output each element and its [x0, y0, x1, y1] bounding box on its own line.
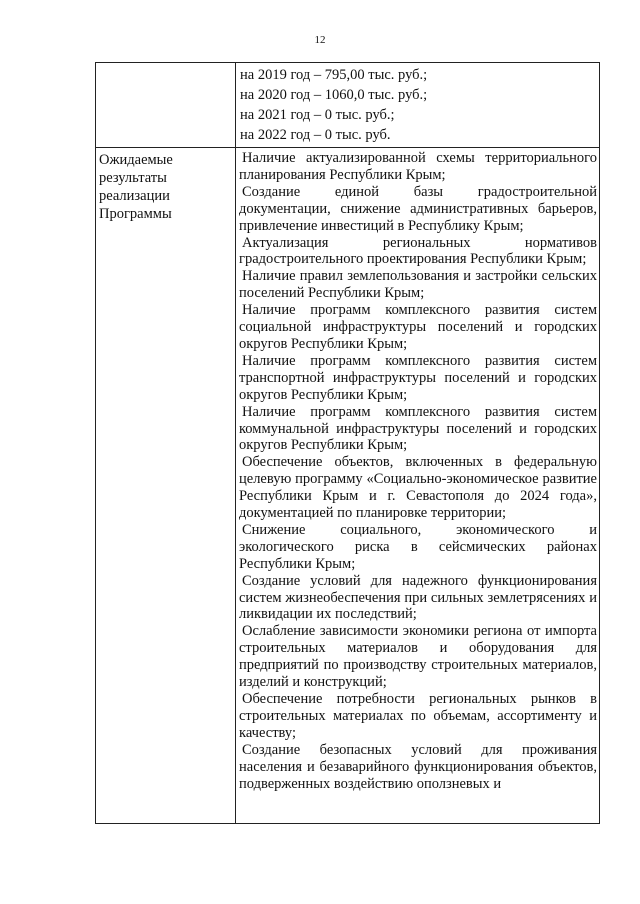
result-item: Наличие программ комплексного развития систем транспортной инфраструктуры поселений и городских округов Республики Крым; [239, 352, 597, 403]
result-item: Создание условий для надежного функционирования систем жизнеобеспечения при сильных землетрясениях и ликвидации их последствий; [239, 572, 597, 623]
results-row [96, 148, 599, 823]
section-label-line: Программы [99, 206, 172, 222]
result-item: Создание единой базы градостроительной документации, снижение административных барьеров, привлечение инвестиций в Республику Крым; [239, 183, 597, 234]
section-label-line: результаты [99, 170, 167, 186]
result-item: Наличие программ комплексного развития систем коммунальной инфраструктуры поселений и городских округов Республики Крым; [239, 403, 597, 454]
program-table [95, 62, 600, 824]
result-item: Ослабление зависимости экономики региона от импорта строительных материалов и оборудования для предприятий по производству строительных материалов, изделий и конструкций; [239, 623, 597, 691]
result-item: Наличие правил землепользования и застройки сельских поселений Республики Крым; [239, 268, 597, 302]
result-item: Наличие актуализированной схемы территориального планирования Республики Крым; [239, 150, 597, 183]
funding-cell [240, 65, 596, 145]
funding-line: на 2022 год – 0 тыс. руб. [240, 127, 391, 143]
funding-line: на 2021 год – 0 тыс. руб.; [240, 107, 395, 123]
result-item: Обеспечение объектов, включенных в федеральную целевую программу «Социально-экономическое развитие Республики Крым и г. Севастополя до 2024 года», документацией по планировке территории; [239, 454, 597, 522]
results-cell [239, 150, 597, 792]
result-item: Снижение социального, экономического и экологического риска в сейсмических районах Республики Крым; [239, 521, 597, 572]
result-item: Обеспечение потребности региональных рынков в строительных материалах по объемам, ассортименту и качеству; [239, 691, 597, 741]
section-label-line: Ожидаемые [99, 152, 173, 168]
funding-row [96, 63, 599, 148]
result-item: Наличие программ комплексного развития систем социальной инфраструктуры поселений и городских округов Республики Крым; [239, 302, 597, 352]
funding-line: на 2019 год – 795,00 тыс. руб.; [240, 67, 428, 83]
section-label-cell [99, 151, 229, 223]
result-item: Актуализация региональных нормативов градостроительного проектирования Республики Крым; [239, 234, 597, 268]
result-item: Создание безопасных условий для проживания населения и безаварийного функционирования объектов, подверженных воздействию оползневых и [239, 741, 597, 792]
funding-line: на 2020 год – 1060,0 тыс. руб.; [240, 87, 428, 103]
page-number: 12 [314, 34, 326, 46]
section-label-line: реализации [99, 188, 170, 204]
column-divider [235, 63, 236, 823]
